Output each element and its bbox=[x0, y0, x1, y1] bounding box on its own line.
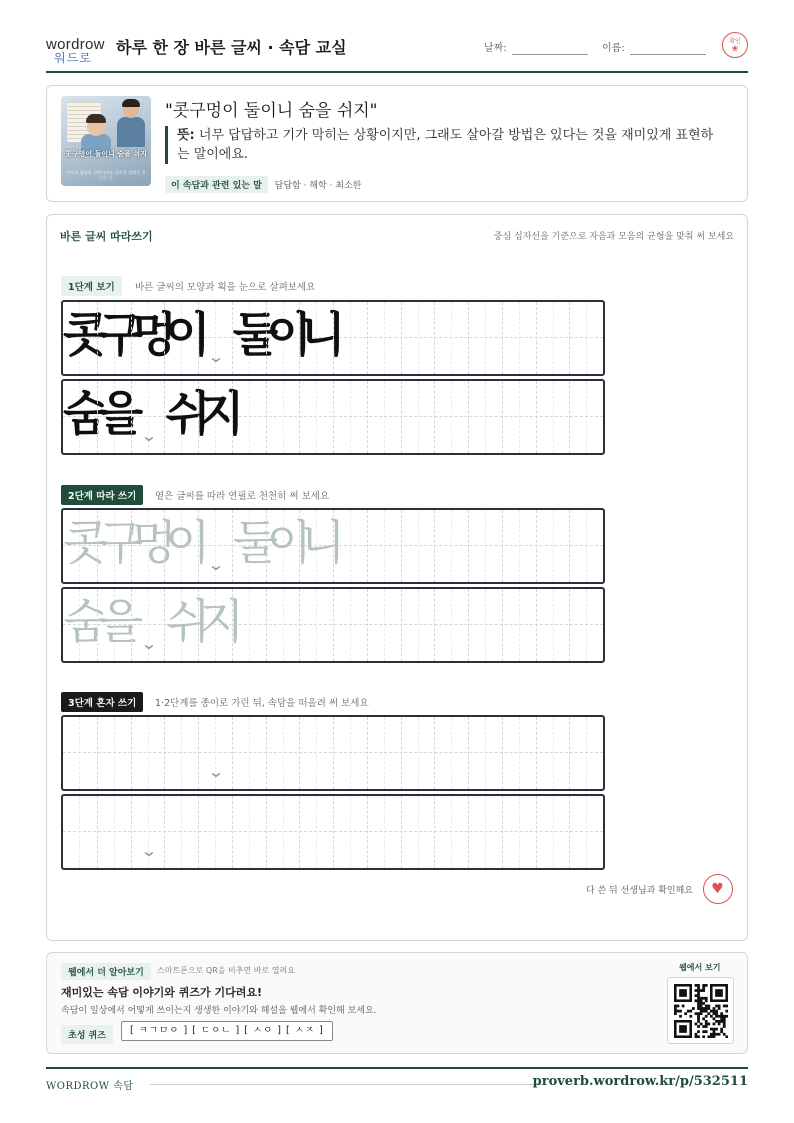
qr-module bbox=[705, 1025, 708, 1028]
grid-character: 니 bbox=[300, 308, 346, 363]
grid-character: 둘 bbox=[232, 308, 279, 363]
grid-cell[interactable] bbox=[468, 717, 502, 789]
grid-cell[interactable] bbox=[333, 796, 367, 868]
space-mark-icon: ⌄ bbox=[139, 426, 158, 445]
name-field[interactable] bbox=[630, 54, 706, 55]
qr-module bbox=[700, 1005, 703, 1008]
qr-module bbox=[713, 1035, 716, 1038]
qr-module bbox=[707, 1005, 710, 1008]
grid-cell bbox=[63, 302, 109, 374]
wordrow-logo bbox=[46, 36, 108, 64]
grid-cell bbox=[131, 302, 177, 374]
space-mark-icon: ⌄ bbox=[139, 841, 158, 860]
qr-module bbox=[705, 1010, 708, 1013]
qr-module bbox=[723, 1005, 726, 1008]
grid-cell[interactable] bbox=[569, 510, 603, 582]
grid-cell bbox=[266, 302, 312, 374]
grid-cell[interactable] bbox=[164, 589, 211, 661]
qr-module bbox=[725, 1015, 728, 1018]
qr-module bbox=[715, 1033, 718, 1036]
qr-module bbox=[718, 1005, 721, 1008]
grid-cell[interactable] bbox=[97, 589, 144, 661]
qr-module bbox=[677, 1010, 680, 1013]
qr-module bbox=[700, 997, 703, 1000]
proverb-meaning bbox=[165, 126, 725, 164]
qr-module bbox=[707, 1007, 710, 1010]
grid-cell[interactable] bbox=[131, 589, 165, 661]
grid-cell[interactable] bbox=[97, 510, 144, 582]
grid-character: 쉬 bbox=[165, 595, 211, 650]
grid-character: 숨 bbox=[63, 595, 109, 650]
grid-cell[interactable] bbox=[232, 717, 266, 789]
grid-cell[interactable] bbox=[266, 589, 300, 661]
qr-module bbox=[713, 1012, 716, 1015]
qr-module bbox=[720, 1015, 723, 1018]
grid-cell[interactable] bbox=[401, 510, 435, 582]
qr-module bbox=[713, 1030, 716, 1033]
qr-module bbox=[700, 1023, 703, 1026]
grid-cell bbox=[434, 302, 468, 374]
qr-module bbox=[720, 1012, 723, 1015]
qr-module bbox=[718, 1020, 721, 1023]
qr-module bbox=[707, 1012, 710, 1015]
web-card bbox=[46, 952, 748, 1054]
qr-module bbox=[697, 999, 700, 1002]
qr-module bbox=[715, 1005, 718, 1008]
grid-cell[interactable] bbox=[198, 717, 232, 789]
grid-character: 을 bbox=[97, 387, 144, 442]
qr-module bbox=[697, 1005, 700, 1008]
qr-module bbox=[679, 1010, 682, 1013]
step2-desc: 옅은 글씨를 따라 연필로 천천히 써 보세요 bbox=[155, 491, 330, 502]
grid-cell bbox=[198, 302, 232, 374]
footer-divider bbox=[46, 1067, 748, 1069]
qr-module bbox=[697, 1015, 700, 1018]
proverb-illustration bbox=[61, 96, 151, 186]
qr-module bbox=[695, 984, 698, 987]
qr-module bbox=[702, 1025, 705, 1028]
illustration-subtext: 아무리 답답한 상황이라도 살아갈 방법은 있다는 뜻 bbox=[66, 170, 146, 180]
qr-module bbox=[700, 1002, 703, 1005]
grid-cell[interactable] bbox=[502, 796, 536, 868]
qr-module bbox=[702, 1030, 705, 1033]
grid-cell[interactable] bbox=[536, 589, 570, 661]
grid-cell[interactable] bbox=[502, 589, 536, 661]
qr-module bbox=[705, 997, 708, 1000]
qr-module bbox=[705, 1020, 708, 1023]
grid-cell bbox=[569, 381, 603, 453]
date-label: 날짜: bbox=[484, 43, 507, 54]
grid-cell[interactable] bbox=[401, 796, 435, 868]
qr-module bbox=[697, 1002, 700, 1005]
qr-module bbox=[697, 997, 700, 1000]
heart-stamp-icon: ♥ bbox=[703, 874, 733, 904]
qr-module bbox=[705, 1015, 708, 1018]
step2-row1[interactable] bbox=[61, 508, 605, 584]
qr-module bbox=[715, 989, 723, 997]
footer-url[interactable]: proverb.wordrow.kr/p/532511 bbox=[532, 1074, 748, 1089]
step1-label: 1단계 보기 bbox=[61, 276, 122, 296]
qr-module bbox=[684, 1012, 687, 1015]
qr-module bbox=[700, 1007, 703, 1010]
grid-cell[interactable] bbox=[434, 717, 468, 789]
grid-cell bbox=[502, 302, 536, 374]
qr-module bbox=[679, 989, 687, 997]
qr-module bbox=[687, 1010, 690, 1013]
grid-cell bbox=[63, 381, 109, 453]
grid-cell[interactable] bbox=[434, 589, 468, 661]
step3-desc: 1·2단계를 종이로 가린 뒤, 속담을 떠올려 써 보세요 bbox=[155, 698, 369, 709]
grid-cell[interactable] bbox=[131, 717, 165, 789]
grid-cell bbox=[367, 302, 401, 374]
grid-character: 지 bbox=[199, 387, 245, 442]
step3-label: 3단계 혼자 쓰기 bbox=[61, 692, 143, 712]
grid-cell[interactable] bbox=[299, 796, 333, 868]
grid-cell[interactable] bbox=[299, 717, 333, 789]
qr-module bbox=[697, 1017, 700, 1020]
qr-module bbox=[689, 1010, 692, 1013]
grid-cell bbox=[333, 302, 367, 374]
qr-module bbox=[718, 1007, 721, 1010]
grid-cell[interactable] bbox=[367, 589, 401, 661]
grid-cell[interactable] bbox=[502, 510, 536, 582]
step3-row1[interactable] bbox=[61, 715, 605, 791]
grid-character: 구 bbox=[97, 516, 144, 571]
qr-module bbox=[702, 989, 705, 992]
grid-character: 숨 bbox=[63, 387, 109, 442]
grid-cell bbox=[97, 381, 144, 453]
qr-module bbox=[674, 1010, 677, 1013]
grid-cell[interactable] bbox=[232, 796, 266, 868]
qr-module bbox=[697, 1012, 700, 1015]
qr-module bbox=[702, 1010, 705, 1013]
grid-cell[interactable] bbox=[569, 717, 603, 789]
practice-title: 바른 글씨 따라쓰기 bbox=[60, 230, 153, 243]
grid-cell[interactable] bbox=[266, 717, 300, 789]
qr-module bbox=[700, 999, 703, 1002]
qr-module bbox=[713, 1007, 716, 1010]
confirm-stamp-text: 확인 bbox=[729, 38, 741, 45]
related-words bbox=[165, 176, 361, 193]
qr-module bbox=[702, 997, 705, 1000]
qr-module bbox=[705, 999, 708, 1002]
qr-module bbox=[718, 1023, 721, 1026]
qr-module bbox=[715, 1010, 718, 1013]
grid-character: 이 bbox=[165, 516, 211, 571]
related-values: 답답함 · 해학 · 최소한 bbox=[274, 181, 362, 191]
grid-cell bbox=[266, 381, 300, 453]
qr-module bbox=[695, 1033, 698, 1036]
space-mark-icon: ⌄ bbox=[207, 555, 225, 574]
grid-cell[interactable] bbox=[63, 717, 97, 789]
qr-module bbox=[725, 1035, 728, 1038]
grid-character: 멍 bbox=[131, 516, 177, 571]
grid-cell bbox=[198, 381, 245, 453]
qr-module bbox=[705, 1030, 708, 1033]
grid-character: 니 bbox=[300, 516, 346, 571]
grid-cell[interactable] bbox=[198, 510, 232, 582]
qr-module bbox=[697, 1020, 700, 1023]
qr-module bbox=[702, 1007, 705, 1010]
grid-character: 콧 bbox=[63, 308, 109, 363]
step2-row2[interactable] bbox=[61, 587, 605, 663]
qr-module bbox=[705, 1007, 708, 1010]
step1-row2 bbox=[61, 379, 605, 455]
qr-module bbox=[713, 1017, 716, 1020]
qr-module bbox=[702, 987, 705, 990]
qr-module bbox=[700, 989, 703, 992]
qr-module bbox=[725, 1005, 728, 1008]
grid-character: 이 bbox=[266, 516, 312, 571]
qr-module bbox=[679, 1025, 687, 1033]
related-label: 이 속담과 관련 있는 말 bbox=[165, 176, 268, 193]
grid-cell bbox=[434, 381, 468, 453]
qr-module bbox=[720, 1017, 723, 1020]
qr-module bbox=[723, 1020, 726, 1023]
grid-character: 둘 bbox=[232, 516, 279, 571]
qr-module bbox=[677, 1005, 680, 1008]
grid-cell bbox=[536, 302, 570, 374]
grid-cell bbox=[468, 381, 502, 453]
grid-cell[interactable] bbox=[502, 717, 536, 789]
qr-module bbox=[713, 1023, 716, 1026]
grid-cell[interactable] bbox=[266, 510, 312, 582]
space-mark-icon: ⌄ bbox=[207, 762, 225, 781]
qr-module bbox=[723, 1017, 726, 1020]
grid-cell[interactable] bbox=[468, 796, 502, 868]
grid-cell[interactable] bbox=[367, 796, 401, 868]
qr-module bbox=[697, 992, 700, 995]
qr-module bbox=[697, 1025, 700, 1028]
grid-character: 지 bbox=[199, 595, 245, 650]
qr-module bbox=[697, 994, 700, 997]
teacher-check-text: 다 쓴 뒤 선생님과 확인해요 bbox=[585, 886, 693, 896]
qr-module bbox=[697, 1035, 700, 1038]
grid-cell[interactable] bbox=[63, 589, 109, 661]
grid-character: 이 bbox=[266, 308, 312, 363]
page-header bbox=[46, 30, 748, 73]
grid-character: 이 bbox=[165, 308, 211, 363]
web-headline: 재미있는 속담 이야기와 퀴즈가 기다려요! bbox=[61, 986, 262, 999]
qr-module bbox=[705, 1005, 708, 1008]
illustration-caption: 콧구멍이 둘이니 숨을 쉬지 bbox=[65, 150, 147, 158]
qr-module bbox=[697, 1030, 700, 1033]
qr-module bbox=[713, 1033, 716, 1036]
grid-cell[interactable] bbox=[401, 589, 435, 661]
qr-module bbox=[710, 1033, 713, 1036]
grid-cell bbox=[502, 381, 536, 453]
grid-character: 멍 bbox=[131, 308, 177, 363]
qr-module bbox=[674, 1005, 677, 1008]
qr-module bbox=[715, 1020, 718, 1023]
web-label: 웹에서 더 알아보기 bbox=[61, 963, 151, 980]
qr-module bbox=[702, 1017, 705, 1020]
qr-module bbox=[718, 1015, 721, 1018]
grid-cell[interactable] bbox=[198, 589, 245, 661]
qr-module bbox=[700, 1010, 703, 1013]
qr-module bbox=[710, 1010, 713, 1013]
name-label: 이름: bbox=[602, 43, 625, 54]
grid-cell[interactable] bbox=[434, 510, 468, 582]
qr-code-icon[interactable] bbox=[667, 977, 734, 1044]
grid-cell bbox=[468, 302, 502, 374]
proverb-title: "콧구멍이 둘이니 숨을 쉬지" bbox=[165, 101, 378, 121]
qr-module bbox=[695, 1023, 698, 1026]
web-hint: 스마트폰으로 QR을 비추면 바로 열려요 bbox=[157, 966, 295, 975]
grid-cell[interactable] bbox=[97, 717, 131, 789]
space-mark-icon: ⌄ bbox=[207, 347, 225, 366]
qr-module bbox=[674, 1007, 677, 1010]
date-field[interactable] bbox=[512, 54, 588, 55]
grid-cell bbox=[97, 302, 144, 374]
grid-cell[interactable] bbox=[63, 510, 109, 582]
qr-module bbox=[710, 1015, 713, 1018]
grid-cell[interactable] bbox=[232, 589, 266, 661]
practice-card bbox=[46, 214, 748, 941]
qr-module bbox=[723, 1015, 726, 1018]
qr-module bbox=[702, 984, 705, 987]
grid-cell[interactable] bbox=[333, 717, 367, 789]
qr-module bbox=[692, 1007, 695, 1010]
qr-module bbox=[720, 1028, 723, 1031]
grid-cell bbox=[299, 381, 333, 453]
grid-character: 을 bbox=[97, 595, 144, 650]
step1-desc: 바른 글씨의 모양과 획을 눈으로 살펴보세요 bbox=[135, 282, 316, 293]
meaning-text: 너무 답답하고 기가 막히는 상황이지만, 그래도 살아갈 방법은 있다는 것을 재미있게 표현하는 말이에요. bbox=[177, 128, 714, 162]
grid-character: 콧 bbox=[63, 516, 109, 571]
grid-cell bbox=[401, 381, 435, 453]
qr-module bbox=[702, 1035, 705, 1038]
grid-cell bbox=[367, 381, 401, 453]
proverb-card bbox=[46, 85, 748, 202]
qr-module bbox=[723, 1033, 726, 1036]
space-mark-icon: ⌄ bbox=[139, 634, 158, 653]
logo-korean: 워드로 bbox=[54, 51, 92, 65]
qr-module bbox=[674, 1012, 677, 1015]
qr-module bbox=[689, 1015, 692, 1018]
grid-cell bbox=[232, 302, 279, 374]
grid-cell[interactable] bbox=[131, 510, 177, 582]
step3-row2[interactable] bbox=[61, 794, 605, 870]
web-subtext: 속담이 일상에서 어떻게 쓰이는지 생생한 이야기와 해설을 웹에서 확인해 보세요. bbox=[61, 1006, 377, 1016]
grid-cell[interactable] bbox=[333, 589, 367, 661]
qr-module bbox=[715, 1015, 718, 1018]
qr-module bbox=[710, 1035, 713, 1038]
qr-module bbox=[715, 1012, 718, 1015]
grid-cell bbox=[299, 302, 346, 374]
qr-module bbox=[682, 1005, 685, 1008]
grid-cell[interactable] bbox=[536, 796, 570, 868]
grid-cell[interactable] bbox=[367, 717, 401, 789]
grid-cell bbox=[164, 381, 211, 453]
grid-cell[interactable] bbox=[164, 796, 198, 868]
grid-cell[interactable] bbox=[434, 796, 468, 868]
qr-module bbox=[697, 1007, 700, 1010]
grid-cell[interactable] bbox=[333, 510, 367, 582]
grid-cell[interactable] bbox=[569, 796, 603, 868]
qr-module bbox=[697, 984, 700, 987]
grid-cell bbox=[131, 381, 165, 453]
qr-module bbox=[707, 1035, 710, 1038]
qr-module bbox=[697, 989, 700, 992]
grid-character: 구 bbox=[97, 308, 144, 363]
qr-module bbox=[695, 1012, 698, 1015]
qr-module bbox=[713, 1010, 716, 1013]
grid-cell[interactable] bbox=[299, 510, 346, 582]
grid-cell bbox=[536, 381, 570, 453]
qr-module bbox=[705, 1023, 708, 1026]
quiz-label: 초성 퀴즈 bbox=[61, 1025, 113, 1044]
qr-module bbox=[715, 1028, 718, 1031]
grid-cell[interactable] bbox=[198, 796, 232, 868]
step1-row1 bbox=[61, 300, 605, 376]
qr-module bbox=[710, 1028, 713, 1031]
qr-module bbox=[695, 1035, 698, 1038]
qr-module bbox=[707, 1023, 710, 1026]
step2-label: 2단계 따라 쓰기 bbox=[61, 485, 143, 505]
qr-module bbox=[702, 1002, 705, 1005]
qr-module bbox=[700, 1012, 703, 1015]
qr-module bbox=[723, 1023, 726, 1026]
grid-cell[interactable] bbox=[536, 510, 570, 582]
grid-cell[interactable] bbox=[63, 796, 97, 868]
qr-module bbox=[723, 1025, 726, 1028]
quiz-answer-box: [ ㅋㄱㅁㅇ ] [ ㄷㅇㄴ ] [ ㅅㅇ ] [ ㅅㅈ ] bbox=[121, 1021, 333, 1041]
grid-character: 쉬 bbox=[165, 387, 211, 442]
grid-cell[interactable] bbox=[569, 589, 603, 661]
grid-cell[interactable] bbox=[468, 589, 502, 661]
meaning-label: 뜻: bbox=[177, 128, 195, 143]
grid-cell[interactable] bbox=[299, 589, 333, 661]
qr-module bbox=[705, 984, 708, 987]
footer-rule bbox=[150, 1084, 543, 1085]
grid-cell[interactable] bbox=[232, 510, 279, 582]
grid-cell[interactable] bbox=[367, 510, 401, 582]
qr-module bbox=[695, 989, 698, 992]
qr-module bbox=[725, 1010, 728, 1013]
grid-cell[interactable] bbox=[266, 796, 300, 868]
practice-note: 중심 십자선을 기준으로 자음과 모음의 균형을 맞춰 써 보세요 bbox=[493, 232, 734, 242]
grid-cell bbox=[569, 302, 603, 374]
grid-cell[interactable] bbox=[536, 717, 570, 789]
logo-wordmark: wordrow bbox=[46, 36, 105, 53]
qr-module bbox=[720, 1030, 723, 1033]
grid-cell[interactable] bbox=[97, 796, 131, 868]
qr-module bbox=[720, 1020, 723, 1023]
grid-cell[interactable] bbox=[131, 796, 165, 868]
grid-cell bbox=[333, 381, 367, 453]
grid-cell bbox=[401, 302, 435, 374]
confirm-stamp-icon: 확인 ❀ bbox=[722, 32, 748, 58]
page-title: 하루 한 장 바른 글씨 · 속담 교실 bbox=[116, 38, 347, 57]
qr-module bbox=[713, 1028, 716, 1031]
qr-module bbox=[718, 1033, 721, 1036]
qr-label: 웹에서 보기 bbox=[679, 963, 721, 972]
qr-module bbox=[695, 999, 698, 1002]
grid-cell bbox=[232, 381, 266, 453]
grid-cell[interactable] bbox=[401, 717, 435, 789]
qr-module bbox=[697, 987, 700, 990]
qr-module bbox=[695, 994, 698, 997]
qr-module bbox=[679, 1015, 682, 1018]
grid-cell[interactable] bbox=[468, 510, 502, 582]
footer-brand: WORDROW 속담 bbox=[46, 1081, 134, 1092]
